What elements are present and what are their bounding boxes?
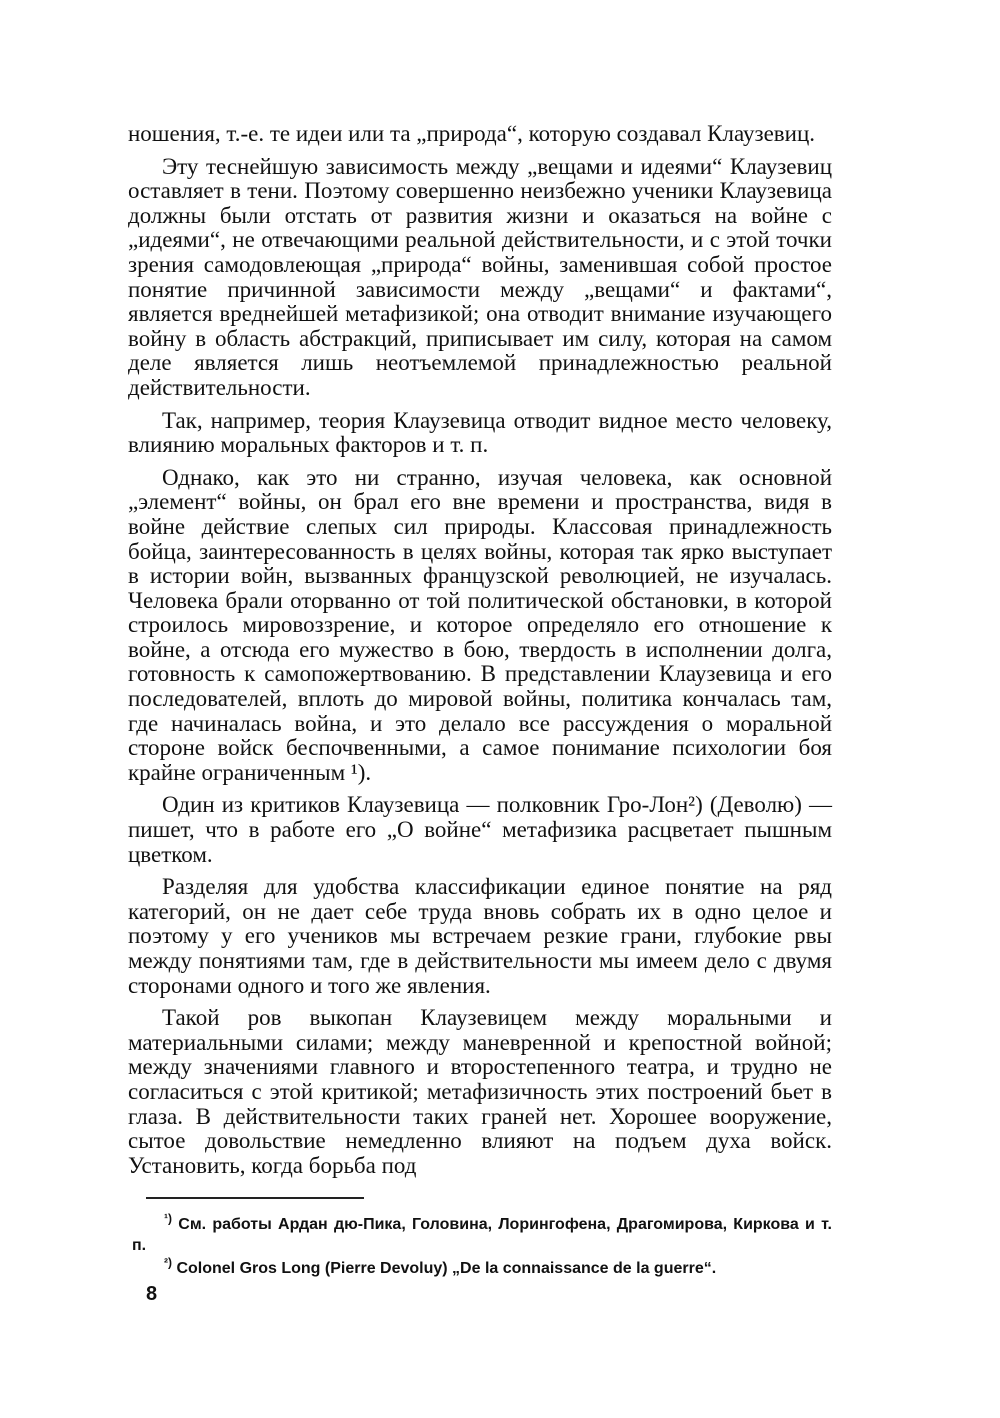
footnote-2-mark: ²) [164,1255,172,1270]
paragraph-2: Эту теснейшую зависимость между „вещами и идеями“ Клаузевиц оставляет в тени. Поэтому совершенно неизбежно ученики Клаузевица должны были отстать от развития жизни и оказаться на войне с „идеями“, не отвечающими реальной действительности, и с этой точки зрения самодовлеющая „природа“ войны, заменившая собой простое понятие причинной зависимости между „вещами“ и фактами“, является вреднейшей метафизикой; она отводит внимание изучающего войну в область абстракций, приписывает им силу, которая на самом деле является лишь неотъемлемой принадлежностью реальной действительности. [128,153,832,400]
footnote-1 [132,1211,832,1256]
paragraph-1: ношения, т.-е. те идеи или та „природа“, которую создавал Клаузевиц. [128,121,816,146]
page-number: 8 [146,1283,158,1305]
footnotes [132,1211,832,1281]
footnote-separator [146,1197,364,1199]
footnote-2 [132,1255,832,1279]
body-text [128,122,832,1186]
paragraph-4: Однако, как это ни странно, изучая человека, как основной „элемент“ войны, он брал его вне времени и пространства, видя в войне действие слепых сил природы. Классовая принадлежность бойца, заинтересованность в целях войны, которая так ярко выступает в истории войн, вызванных французской революцией, не изучалась. Человека брали оторванно от той политической обстановки, в которой строилось мировоззрение, и которое определяло его отношение к войне, а отсюда его мужество в бою, твердость в исполнении долга, готовность к самопожертвованию. В представлении Клаузевица и его последователей, вплоть до мировой войны, политика кончалась там, где начиналась война, и это делало все рассуждения о моральной стороне войск беспочвенными, а самое понимание психологии боя крайне ограниченным ¹). [128,464,832,785]
footnote-1-mark: ¹) [164,1211,172,1226]
paragraph-6: Разделяя для удобства классификации единое понятие на ряд категорий, он не дает себе труда вновь собрать их в одно целое и поэтому у его учеников мы встречаем резкие грани, глубокие рвы между понятиями там, где в действительности мы имеем дело с двумя сторонами одного и того же явления. [128,874,832,998]
paragraph-5: Один из критиков Клаузевица — полковник Гро-Лон²) (Деволю) — пишет, что в работе его „О войне“ метафизика расцветает пышным цветком. [128,792,832,867]
paragraph-7: Такой ров выкопан Клаузевицем между моральными и материальными силами; между маневренной и крепостной войной; между значениями главного и второстепенного театра, и трудно не согласиться с этой критикой; метафизичность этих построений бьет в глаза. В действительности таких граней нет. Хорошее вооружение, сытое довольствие немедленно влияют на подъем духа войск. Установить, когда борьба под [128,1005,832,1178]
footnote-1-text: См. работы Ардан дю-Пика, Головина, Лорингофена, Драгомирова, Киркова и т. п. [132,1216,832,1254]
paragraph-3: Так, например, теория Клаузевица отводит видное место человеку, влиянию моральных факторов и т. п. [128,407,832,458]
footnote-2-text: Colonel Gros Long (Pierre Devoluy) „De la connaissance de la guerre“. [176,1260,717,1277]
